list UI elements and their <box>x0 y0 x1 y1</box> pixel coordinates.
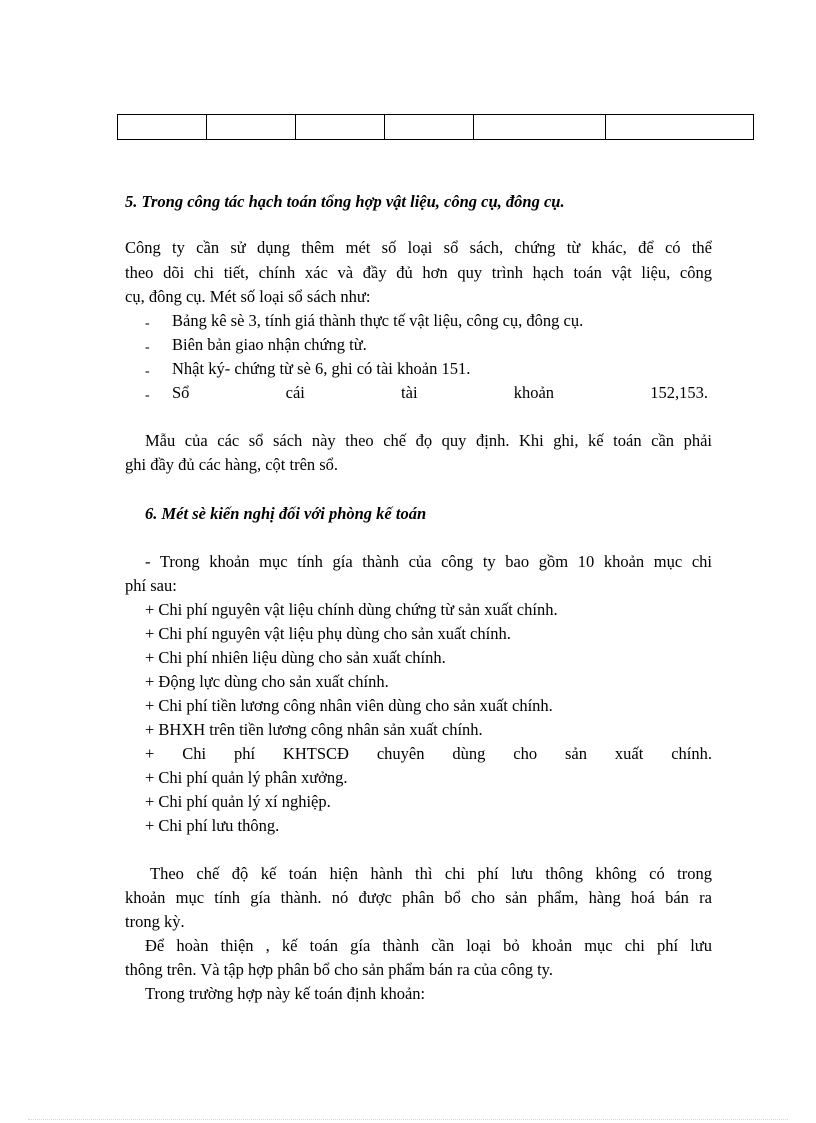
page-bottom-divider <box>28 1119 788 1120</box>
list-item: + Chi phí nhiên liệu dùng cho sản xuất chính. <box>145 648 446 667</box>
empty-table-row <box>117 114 754 140</box>
paragraph-line: Để hoàn thiện , kế toán gía thành cần loại bỏ khoản mục chi phí lưu <box>145 936 712 955</box>
list-item: Sổ cái tài khoản 152,153. <box>172 383 708 402</box>
table-cell <box>118 115 207 140</box>
paragraph-line: ghi đầy đủ các hàng, cột trên sổ. <box>125 455 339 474</box>
table-row <box>118 115 754 140</box>
table-cell <box>385 115 474 140</box>
paragraph-line: theo dõi chi tiết, chính xác và đầy đủ hơn quy trình hạch toán vật liệu, công <box>125 263 712 282</box>
table-cell <box>606 115 754 140</box>
paragraph-line: Theo chế độ kế toán hiện hành thì chi phí lưu thông không có trong <box>150 864 712 883</box>
paragraph-line: khoản mục tính gía thành. nó được phân bổ cho sản phẩm, hàng hoá bán ra <box>125 888 712 907</box>
section-6-heading: 6. Mét sè kiến nghị đối với phòng kế toán <box>145 504 427 523</box>
list-item: + Chi phí quản lý phân xưởng. <box>145 768 348 787</box>
bullet-marker: - <box>145 316 150 331</box>
paragraph-line: - Trong khoản mục tính gía thành của công ty bao gồm 10 khoản mục chi <box>145 552 712 571</box>
paragraph-line: phí sau: <box>125 576 177 595</box>
list-item: + Chi phí nguyên vật liệu chính dùng chứng từ sản xuất chính. <box>145 600 558 619</box>
list-item: Nhật ký- chứng từ sè 6, ghi có tài khoản 151. <box>172 359 471 378</box>
list-item: + Chi phí quản lý xí nghiệp. <box>145 792 331 811</box>
list-item: + Chi phí tiền lương công nhân viên dùng cho sản xuất chính. <box>145 696 553 715</box>
bullet-marker: - <box>145 388 150 403</box>
section-5-heading: 5. Trong công tác hạch toán tổng hợp vật liệu, công cụ, đông cụ. <box>125 192 565 211</box>
bullet-marker: - <box>145 340 150 355</box>
paragraph-line: thông trên. Và tập hợp phân bổ cho sản phẩm bán ra của công ty. <box>125 960 553 979</box>
list-item: Biên bản giao nhận chứng từ. <box>172 335 367 354</box>
paragraph-line: Mẫu của các sổ sách này theo chế đọ quy định. Khi ghi, kế toán cần phải <box>145 431 712 450</box>
paragraph-line: cụ, đông cụ. Mét số loại sổ sách như: <box>125 287 371 306</box>
list-item: + Chi phí KHTSCĐ chuyên dùng cho sản xuất chính. <box>145 744 712 763</box>
paragraph-line: Trong trường hợp này kế toán định khoản: <box>145 984 426 1003</box>
list-item: + Chi phí nguyên vật liệu phụ dùng cho sản xuất chính. <box>145 624 511 643</box>
list-item: + Chi phí lưu thông. <box>145 816 280 835</box>
table-cell <box>207 115 296 140</box>
list-item: + BHXH trên tiền lương công nhân sản xuất chính. <box>145 720 483 739</box>
paragraph-line: Công ty cần sử dụng thêm mét số loại sổ sách, chứng từ khác, để có thể <box>125 238 712 257</box>
table-cell <box>296 115 385 140</box>
list-item: + Động lực dùng cho sản xuất chính. <box>145 672 389 691</box>
bullet-marker: - <box>145 364 150 379</box>
paragraph-line: trong kỳ. <box>125 912 185 931</box>
list-item: Bảng kê sè 3, tính giá thành thực tế vật liệu, công cụ, đông cụ. <box>172 311 584 330</box>
table-cell <box>474 115 606 140</box>
